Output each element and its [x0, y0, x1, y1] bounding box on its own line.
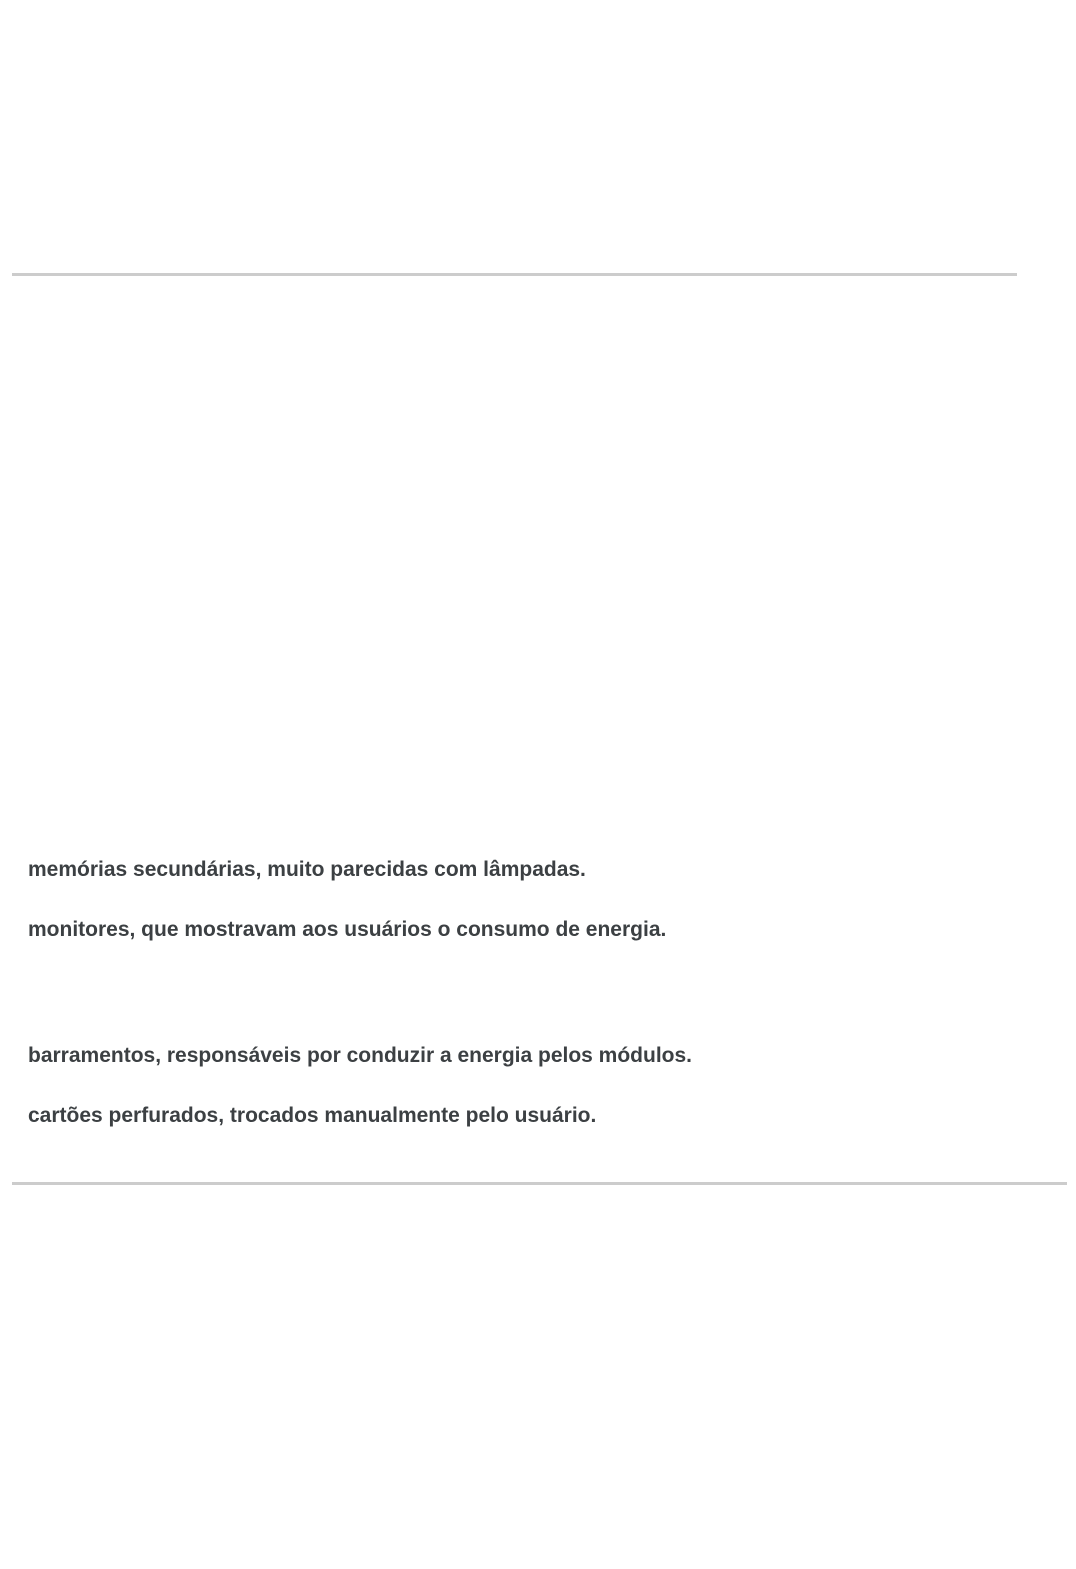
answer-option-text[interactable]: cartões perfurados, trocados manualmente pelo usuário. — [28, 1104, 597, 1127]
answer-option-text[interactable]: monitores, que mostravam aos usuários o consumo de energia. — [28, 918, 667, 941]
answer-option-text[interactable]: memórias secundárias, muito parecidas com lâmpadas. — [28, 858, 586, 881]
answer-option-text[interactable]: barramentos, responsáveis por conduzir a energia pelos módulos. — [28, 1044, 693, 1067]
bottom-divider-rule — [12, 1182, 1067, 1185]
top-divider-rule — [12, 273, 1017, 276]
